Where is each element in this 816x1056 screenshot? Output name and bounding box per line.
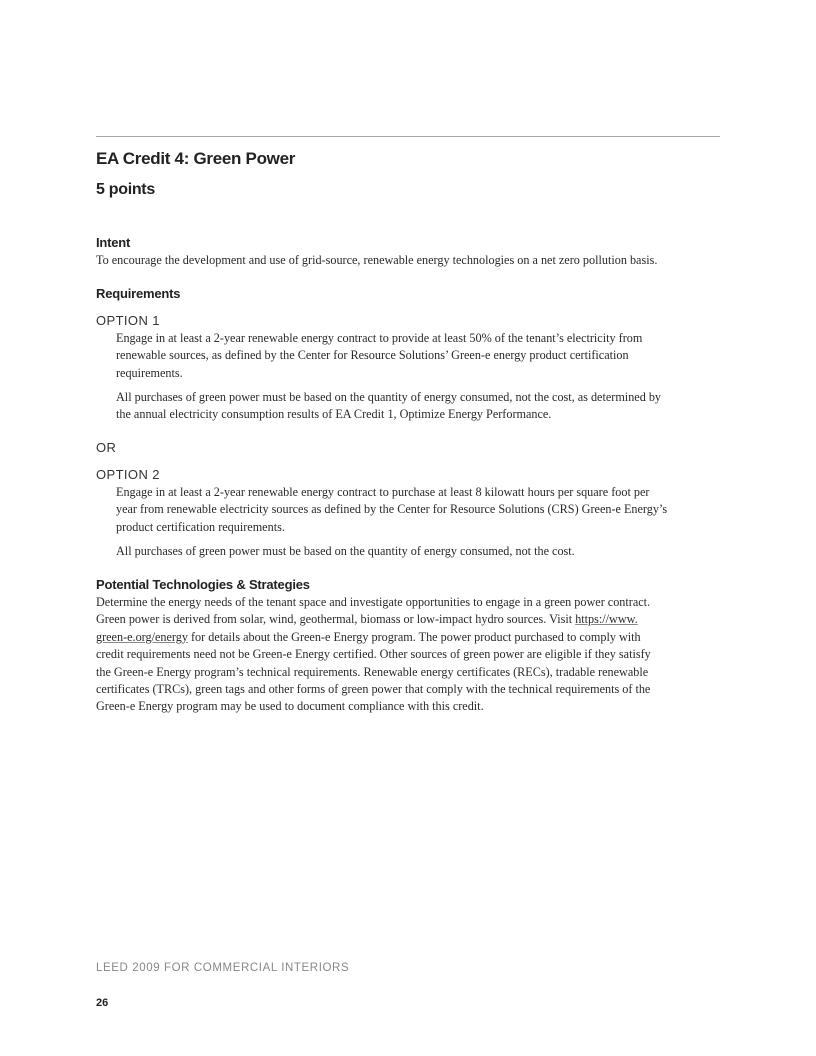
credit-points: 5 points <box>96 181 155 198</box>
intent-text: To encourage the development and use of grid-source, renewable energy technologies on a net zero pollution basis. <box>96 253 658 267</box>
text-line: Engage in at least a 2-year renewable energy contract to purchase at least 8 kilowatt hours per square foot per <box>116 485 650 499</box>
text-fragment: for details about the Green-e Energy program. The power product purchased to comply with <box>187 629 641 644</box>
option-1-paragraph-1 <box>116 330 716 382</box>
text-line: requirements. <box>116 365 183 380</box>
option-1-label: OPTION 1 <box>96 313 160 328</box>
text-line: All purchases of green power must be based on the quantity of energy consumed, not the cost, as determined by <box>116 390 662 404</box>
footer-document-title: LEED 2009 FOR COMMERCIAL INTERIORS <box>96 962 350 974</box>
text-line: Determine the energy needs of the tenant space and investigate opportunities to engage in a green power contract. <box>96 595 651 609</box>
requirements-heading: Requirements <box>96 286 181 301</box>
footer-page-number: 26 <box>96 997 109 1009</box>
text-line: the Green-e Energy program’s technical requirements. Renewable energy certificates (RECs), tradable renewable <box>96 664 649 679</box>
credit-title: EA Credit 4: Green Power <box>96 149 296 168</box>
text-line: the annual electricity consumption results of EA Credit 1, Optimize Energy Performance. <box>116 407 552 422</box>
green-e-link-part-1[interactable]: https://www. <box>575 612 638 627</box>
top-divider <box>96 136 720 137</box>
option-1-paragraph-2 <box>116 389 716 424</box>
text-line: year from renewable electricity sources as defined by the Center for Resource Solutions (CRS) Green-e Energy’s <box>116 502 668 517</box>
text-fragment: Green power is derived from solar, wind, geothermal, biomass or low-impact hydro sources. Visit <box>96 612 576 627</box>
text-line <box>96 629 716 646</box>
strategies-paragraph <box>96 594 716 716</box>
text-line: renewable sources, as defined by the Center for Resource Solutions’ Green-e energy product certification <box>116 348 629 363</box>
option-2-label: OPTION 2 <box>96 467 160 482</box>
text-line: certificates (TRCs), green tags and other forms of green power that comply with the technical requirements of the <box>96 682 651 697</box>
or-separator: OR <box>96 440 117 455</box>
green-e-link-part-2[interactable]: green-e.org/energy <box>96 629 188 644</box>
option-2-paragraph-2: All purchases of green power must be based on the quantity of energy consumed, not the cost. <box>116 544 575 558</box>
intent-heading: Intent <box>96 235 131 250</box>
text-line: product certification requirements. <box>116 519 285 534</box>
text-line: Engage in at least a 2-year renewable energy contract to provide at least 50% of the tenant’s electricity from <box>116 331 643 345</box>
strategies-heading: Potential Technologies & Strategies <box>96 577 310 592</box>
option-2-paragraph-1 <box>116 484 716 536</box>
text-line <box>96 611 716 628</box>
text-line: Green-e Energy program may be used to document compliance with this credit. <box>96 699 484 714</box>
text-line: credit requirements need not be Green-e Energy certified. Other sources of green power are eligible if they satisfy <box>96 647 651 662</box>
